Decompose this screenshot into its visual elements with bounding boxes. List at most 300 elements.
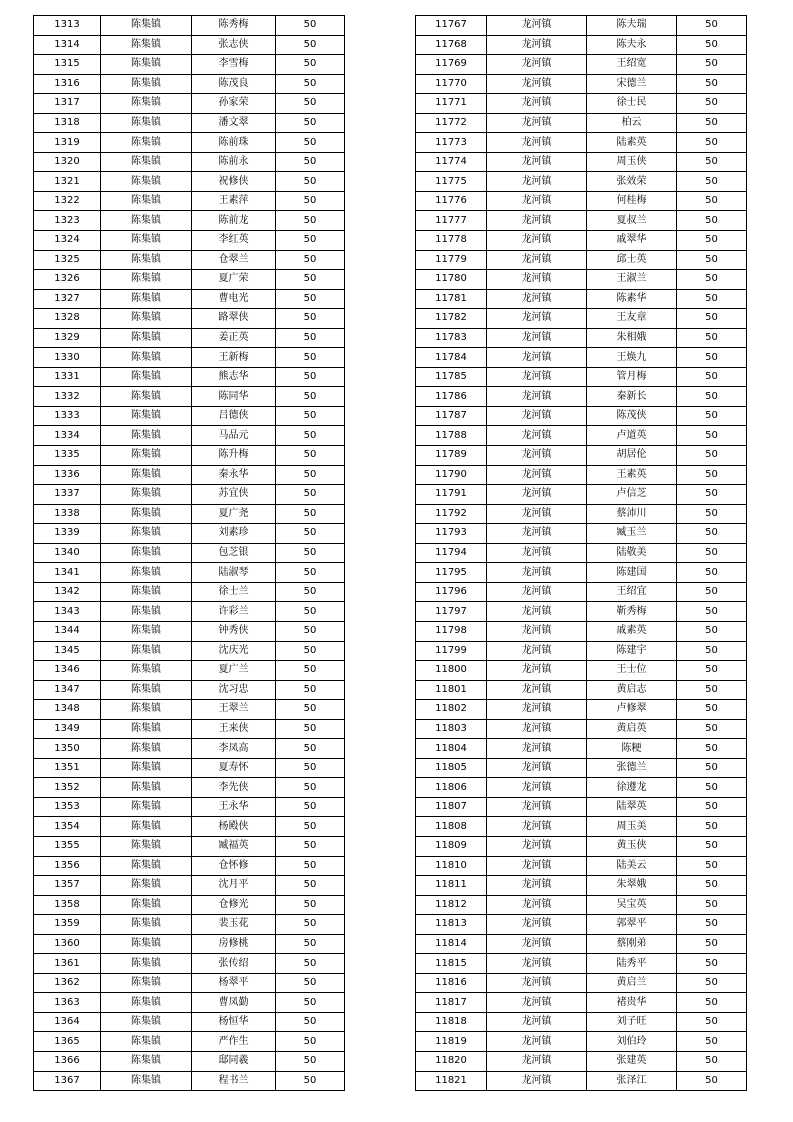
town-cell: 陈集镇 (101, 524, 192, 544)
serial-number-cell: 11773 (416, 133, 487, 153)
serial-number-cell: 11781 (416, 289, 487, 309)
table-row (34, 1012, 345, 1032)
amount-cell: 50 (276, 680, 345, 700)
person-name-cell: 李先侠 (192, 778, 276, 798)
person-name-cell: 孙家荣 (192, 94, 276, 114)
amount-cell: 50 (677, 133, 747, 153)
table-row (416, 621, 747, 641)
town-cell: 陈集镇 (101, 778, 192, 798)
person-name-cell: 陈茂良 (192, 74, 276, 94)
serial-number-cell: 11818 (416, 1012, 487, 1032)
amount-cell: 50 (677, 1032, 747, 1052)
amount-cell: 50 (677, 915, 747, 935)
person-name-cell: 杨翠平 (192, 973, 276, 993)
person-name-cell: 陈前珠 (192, 133, 276, 153)
town-cell: 陈集镇 (101, 191, 192, 211)
town-cell: 龙河镇 (487, 778, 587, 798)
amount-cell: 50 (276, 426, 345, 446)
table-row (34, 895, 345, 915)
person-name-cell: 裴玉花 (192, 915, 276, 935)
amount-cell: 50 (276, 1071, 345, 1091)
serial-number-cell: 1328 (34, 309, 101, 329)
person-name-cell: 邱士英 (587, 250, 677, 270)
serial-number-cell: 1318 (34, 113, 101, 133)
amount-cell: 50 (677, 739, 747, 759)
table-row (416, 465, 747, 485)
town-cell: 龙河镇 (487, 191, 587, 211)
town-cell: 龙河镇 (487, 1071, 587, 1091)
amount-cell: 50 (677, 172, 747, 192)
amount-cell: 50 (677, 289, 747, 309)
table-row (34, 856, 345, 876)
serial-number-cell: 11767 (416, 16, 487, 36)
amount-cell: 50 (276, 915, 345, 935)
serial-number-cell: 1350 (34, 739, 101, 759)
table-row (34, 446, 345, 466)
person-name-cell: 陈同华 (192, 387, 276, 407)
town-cell: 龙河镇 (487, 16, 587, 36)
serial-number-cell: 1337 (34, 485, 101, 505)
town-cell: 龙河镇 (487, 328, 587, 348)
serial-number-cell: 11820 (416, 1051, 487, 1071)
table-row (34, 426, 345, 446)
serial-number-cell: 1332 (34, 387, 101, 407)
serial-number-cell: 1346 (34, 661, 101, 681)
town-cell: 陈集镇 (101, 876, 192, 896)
town-cell: 龙河镇 (487, 1012, 587, 1032)
person-name-cell: 王素英 (587, 465, 677, 485)
amount-cell: 50 (276, 778, 345, 798)
person-name-cell: 陆敬美 (587, 543, 677, 563)
table-row (416, 778, 747, 798)
town-cell: 龙河镇 (487, 993, 587, 1013)
town-cell: 龙河镇 (487, 680, 587, 700)
table-row (34, 270, 345, 290)
town-cell: 龙河镇 (487, 113, 587, 133)
serial-number-cell: 1314 (34, 35, 101, 55)
amount-cell: 50 (677, 563, 747, 583)
person-name-cell: 仓翠兰 (192, 250, 276, 270)
amount-cell: 50 (276, 74, 345, 94)
amount-cell: 50 (276, 406, 345, 426)
table-row (34, 817, 345, 837)
person-name-cell: 曹凤勤 (192, 993, 276, 1013)
serial-number-cell: 1355 (34, 836, 101, 856)
table-row (416, 270, 747, 290)
town-cell: 龙河镇 (487, 954, 587, 974)
table-row (34, 602, 345, 622)
person-name-cell: 黄启英 (587, 719, 677, 739)
town-cell: 龙河镇 (487, 309, 587, 329)
serial-number-cell: 1329 (34, 328, 101, 348)
amount-cell: 50 (276, 621, 345, 641)
table-row (416, 817, 747, 837)
town-cell: 陈集镇 (101, 680, 192, 700)
amount-cell: 50 (276, 485, 345, 505)
amount-cell: 50 (677, 250, 747, 270)
amount-cell: 50 (677, 895, 747, 915)
amount-cell: 50 (677, 191, 747, 211)
town-cell: 陈集镇 (101, 250, 192, 270)
person-name-cell: 王绍宽 (587, 55, 677, 75)
table-row (34, 797, 345, 817)
serial-number-cell: 11770 (416, 74, 487, 94)
town-cell: 龙河镇 (487, 504, 587, 524)
person-name-cell: 张建英 (587, 1051, 677, 1071)
amount-cell: 50 (276, 231, 345, 251)
table-row (34, 113, 345, 133)
person-name-cell: 邸同羲 (192, 1051, 276, 1071)
table-row (34, 582, 345, 602)
person-name-cell: 卢道英 (587, 426, 677, 446)
person-name-cell: 吴宝英 (587, 895, 677, 915)
table-row (34, 367, 345, 387)
person-name-cell: 朱相娥 (587, 328, 677, 348)
town-cell: 龙河镇 (487, 700, 587, 720)
serial-number-cell: 1335 (34, 446, 101, 466)
amount-cell: 50 (276, 739, 345, 759)
amount-cell: 50 (276, 797, 345, 817)
right-roster-body (416, 16, 747, 1091)
amount-cell: 50 (276, 367, 345, 387)
serial-number-cell: 1317 (34, 94, 101, 114)
person-name-cell: 李凤高 (192, 739, 276, 759)
town-cell: 陈集镇 (101, 700, 192, 720)
person-name-cell: 朱翠娥 (587, 876, 677, 896)
person-name-cell: 陆美云 (587, 856, 677, 876)
town-cell: 龙河镇 (487, 446, 587, 466)
town-cell: 陈集镇 (101, 55, 192, 75)
town-cell: 龙河镇 (487, 836, 587, 856)
person-name-cell: 蔡沛川 (587, 504, 677, 524)
amount-cell: 50 (276, 661, 345, 681)
town-cell: 陈集镇 (101, 582, 192, 602)
amount-cell: 50 (276, 973, 345, 993)
town-cell: 龙河镇 (487, 856, 587, 876)
amount-cell: 50 (276, 55, 345, 75)
amount-cell: 50 (276, 758, 345, 778)
table-row (416, 543, 747, 563)
town-cell: 陈集镇 (101, 973, 192, 993)
serial-number-cell: 1349 (34, 719, 101, 739)
serial-number-cell: 1358 (34, 895, 101, 915)
person-name-cell: 戚翠华 (587, 231, 677, 251)
town-cell: 龙河镇 (487, 152, 587, 172)
person-name-cell: 沈月平 (192, 876, 276, 896)
town-cell: 陈集镇 (101, 16, 192, 36)
serial-number-cell: 11784 (416, 348, 487, 368)
person-name-cell: 程书兰 (192, 1071, 276, 1091)
amount-cell: 50 (677, 152, 747, 172)
person-name-cell: 陈茂侠 (587, 406, 677, 426)
table-row (34, 133, 345, 153)
amount-cell: 50 (276, 309, 345, 329)
amount-cell: 50 (677, 973, 747, 993)
person-name-cell: 夏寿怀 (192, 758, 276, 778)
table-row (34, 172, 345, 192)
person-name-cell: 黄启志 (587, 680, 677, 700)
table-row (416, 231, 747, 251)
table-row (34, 563, 345, 583)
town-cell: 陈集镇 (101, 465, 192, 485)
table-row (34, 641, 345, 661)
amount-cell: 50 (677, 934, 747, 954)
town-cell: 龙河镇 (487, 35, 587, 55)
table-row (34, 524, 345, 544)
town-cell: 陈集镇 (101, 387, 192, 407)
town-cell: 陈集镇 (101, 211, 192, 231)
town-cell: 陈集镇 (101, 94, 192, 114)
amount-cell: 50 (276, 543, 345, 563)
table-row (34, 211, 345, 231)
table-row (416, 191, 747, 211)
amount-cell: 50 (276, 16, 345, 36)
person-name-cell: 宋德兰 (587, 74, 677, 94)
table-row (416, 563, 747, 583)
table-row (416, 700, 747, 720)
table-row (34, 680, 345, 700)
person-name-cell: 陆素英 (587, 133, 677, 153)
serial-number-cell: 11803 (416, 719, 487, 739)
serial-number-cell: 1348 (34, 700, 101, 720)
amount-cell: 50 (276, 133, 345, 153)
person-name-cell: 路翠侠 (192, 309, 276, 329)
amount-cell: 50 (276, 817, 345, 837)
amount-cell: 50 (276, 328, 345, 348)
table-row (416, 367, 747, 387)
amount-cell: 50 (276, 876, 345, 896)
serial-number-cell: 11804 (416, 739, 487, 759)
serial-number-cell: 11792 (416, 504, 487, 524)
person-name-cell: 仓怀修 (192, 856, 276, 876)
table-row (34, 778, 345, 798)
amount-cell: 50 (677, 797, 747, 817)
town-cell: 陈集镇 (101, 113, 192, 133)
amount-cell: 50 (677, 876, 747, 896)
town-cell: 陈集镇 (101, 934, 192, 954)
table-row (34, 1032, 345, 1052)
person-name-cell: 杨恒华 (192, 1012, 276, 1032)
table-row (416, 328, 747, 348)
serial-number-cell: 1326 (34, 270, 101, 290)
amount-cell: 50 (677, 211, 747, 231)
serial-number-cell: 11782 (416, 309, 487, 329)
town-cell: 陈集镇 (101, 367, 192, 387)
serial-number-cell: 1362 (34, 973, 101, 993)
serial-number-cell: 1360 (34, 934, 101, 954)
amount-cell: 50 (276, 113, 345, 133)
person-name-cell: 张传绍 (192, 954, 276, 974)
amount-cell: 50 (677, 1012, 747, 1032)
town-cell: 龙河镇 (487, 543, 587, 563)
table-row (416, 406, 747, 426)
serial-number-cell: 1331 (34, 367, 101, 387)
table-row (34, 289, 345, 309)
town-cell: 龙河镇 (487, 524, 587, 544)
table-row (416, 172, 747, 192)
town-cell: 龙河镇 (487, 895, 587, 915)
town-cell: 龙河镇 (487, 661, 587, 681)
person-name-cell: 陈前龙 (192, 211, 276, 231)
table-row (34, 758, 345, 778)
person-name-cell: 黄启兰 (587, 973, 677, 993)
table-row (34, 504, 345, 524)
serial-number-cell: 1366 (34, 1051, 101, 1071)
town-cell: 陈集镇 (101, 270, 192, 290)
table-row (416, 152, 747, 172)
table-row (416, 641, 747, 661)
serial-number-cell: 1333 (34, 406, 101, 426)
person-name-cell: 陈秀梅 (192, 16, 276, 36)
table-row (416, 74, 747, 94)
person-name-cell: 陈升梅 (192, 446, 276, 466)
table-row (34, 250, 345, 270)
serial-number-cell: 11789 (416, 446, 487, 466)
serial-number-cell: 11816 (416, 973, 487, 993)
town-cell: 龙河镇 (487, 250, 587, 270)
town-cell: 龙河镇 (487, 602, 587, 622)
amount-cell: 50 (677, 641, 747, 661)
person-name-cell: 房修桃 (192, 934, 276, 954)
table-row (34, 993, 345, 1013)
table-row (416, 954, 747, 974)
town-cell: 陈集镇 (101, 817, 192, 837)
town-cell: 陈集镇 (101, 797, 192, 817)
town-cell: 陈集镇 (101, 426, 192, 446)
table-row (416, 1012, 747, 1032)
serial-number-cell: 1313 (34, 16, 101, 36)
town-cell: 陈集镇 (101, 739, 192, 759)
amount-cell: 50 (276, 895, 345, 915)
table-row (416, 35, 747, 55)
town-cell: 龙河镇 (487, 621, 587, 641)
table-row (416, 915, 747, 935)
person-name-cell: 褚贵华 (587, 993, 677, 1013)
serial-number-cell: 1364 (34, 1012, 101, 1032)
town-cell: 龙河镇 (487, 915, 587, 935)
table-row (34, 543, 345, 563)
amount-cell: 50 (276, 700, 345, 720)
town-cell: 龙河镇 (487, 367, 587, 387)
table-row (416, 582, 747, 602)
amount-cell: 50 (276, 250, 345, 270)
town-cell: 龙河镇 (487, 641, 587, 661)
amount-cell: 50 (677, 700, 747, 720)
serial-number-cell: 1357 (34, 876, 101, 896)
town-cell: 龙河镇 (487, 563, 587, 583)
town-cell: 龙河镇 (487, 406, 587, 426)
serial-number-cell: 11788 (416, 426, 487, 446)
person-name-cell: 王素萍 (192, 191, 276, 211)
person-name-cell: 曹电光 (192, 289, 276, 309)
serial-number-cell: 11787 (416, 406, 487, 426)
amount-cell: 50 (677, 94, 747, 114)
town-cell: 陈集镇 (101, 289, 192, 309)
person-name-cell: 刘子旺 (587, 1012, 677, 1032)
town-cell: 陈集镇 (101, 74, 192, 94)
serial-number-cell: 11794 (416, 543, 487, 563)
person-name-cell: 王淑兰 (587, 270, 677, 290)
person-name-cell: 钟秀侠 (192, 621, 276, 641)
town-cell: 陈集镇 (101, 35, 192, 55)
person-name-cell: 王焕九 (587, 348, 677, 368)
person-name-cell: 臧玉兰 (587, 524, 677, 544)
amount-cell: 50 (677, 993, 747, 1013)
table-row (34, 94, 345, 114)
amount-cell: 50 (677, 1051, 747, 1071)
town-cell: 陈集镇 (101, 543, 192, 563)
amount-cell: 50 (276, 270, 345, 290)
town-cell: 龙河镇 (487, 133, 587, 153)
serial-number-cell: 1365 (34, 1032, 101, 1052)
table-row (416, 739, 747, 759)
town-cell: 陈集镇 (101, 504, 192, 524)
serial-number-cell: 11780 (416, 270, 487, 290)
person-name-cell: 严作生 (192, 1032, 276, 1052)
town-cell: 陈集镇 (101, 993, 192, 1013)
serial-number-cell: 1321 (34, 172, 101, 192)
serial-number-cell: 1367 (34, 1071, 101, 1091)
person-name-cell: 徐士兰 (192, 582, 276, 602)
person-name-cell: 徐士民 (587, 94, 677, 114)
amount-cell: 50 (677, 406, 747, 426)
amount-cell: 50 (276, 211, 345, 231)
amount-cell: 50 (677, 55, 747, 75)
person-name-cell: 卢修翠 (587, 700, 677, 720)
person-name-cell: 王士位 (587, 661, 677, 681)
left-roster-body (34, 16, 345, 1091)
amount-cell: 50 (276, 1032, 345, 1052)
table-row (34, 1051, 345, 1071)
amount-cell: 50 (677, 426, 747, 446)
town-cell: 龙河镇 (487, 1032, 587, 1052)
amount-cell: 50 (677, 680, 747, 700)
table-row (34, 387, 345, 407)
town-cell: 陈集镇 (101, 895, 192, 915)
table-row (416, 16, 747, 36)
table-row (416, 113, 747, 133)
amount-cell: 50 (276, 172, 345, 192)
amount-cell: 50 (276, 836, 345, 856)
town-cell: 陈集镇 (101, 836, 192, 856)
table-row (416, 387, 747, 407)
person-name-cell: 刘伯玲 (587, 1032, 677, 1052)
amount-cell: 50 (677, 954, 747, 974)
table-row (416, 719, 747, 739)
serial-number-cell: 1334 (34, 426, 101, 446)
amount-cell: 50 (677, 231, 747, 251)
amount-cell: 50 (276, 446, 345, 466)
serial-number-cell: 1316 (34, 74, 101, 94)
serial-number-cell: 11774 (416, 152, 487, 172)
town-cell: 龙河镇 (487, 817, 587, 837)
person-name-cell: 靳秀梅 (587, 602, 677, 622)
town-cell: 陈集镇 (101, 1071, 192, 1091)
table-row (416, 250, 747, 270)
person-name-cell: 陈素华 (587, 289, 677, 309)
table-row (416, 1071, 747, 1091)
person-name-cell: 管月梅 (587, 367, 677, 387)
serial-number-cell: 11796 (416, 582, 487, 602)
person-name-cell: 陈夫瑞 (587, 16, 677, 36)
table-row (34, 836, 345, 856)
town-cell: 龙河镇 (487, 797, 587, 817)
town-cell: 龙河镇 (487, 55, 587, 75)
amount-cell: 50 (677, 504, 747, 524)
town-cell: 龙河镇 (487, 934, 587, 954)
table-row (34, 934, 345, 954)
person-name-cell: 张德兰 (587, 758, 677, 778)
